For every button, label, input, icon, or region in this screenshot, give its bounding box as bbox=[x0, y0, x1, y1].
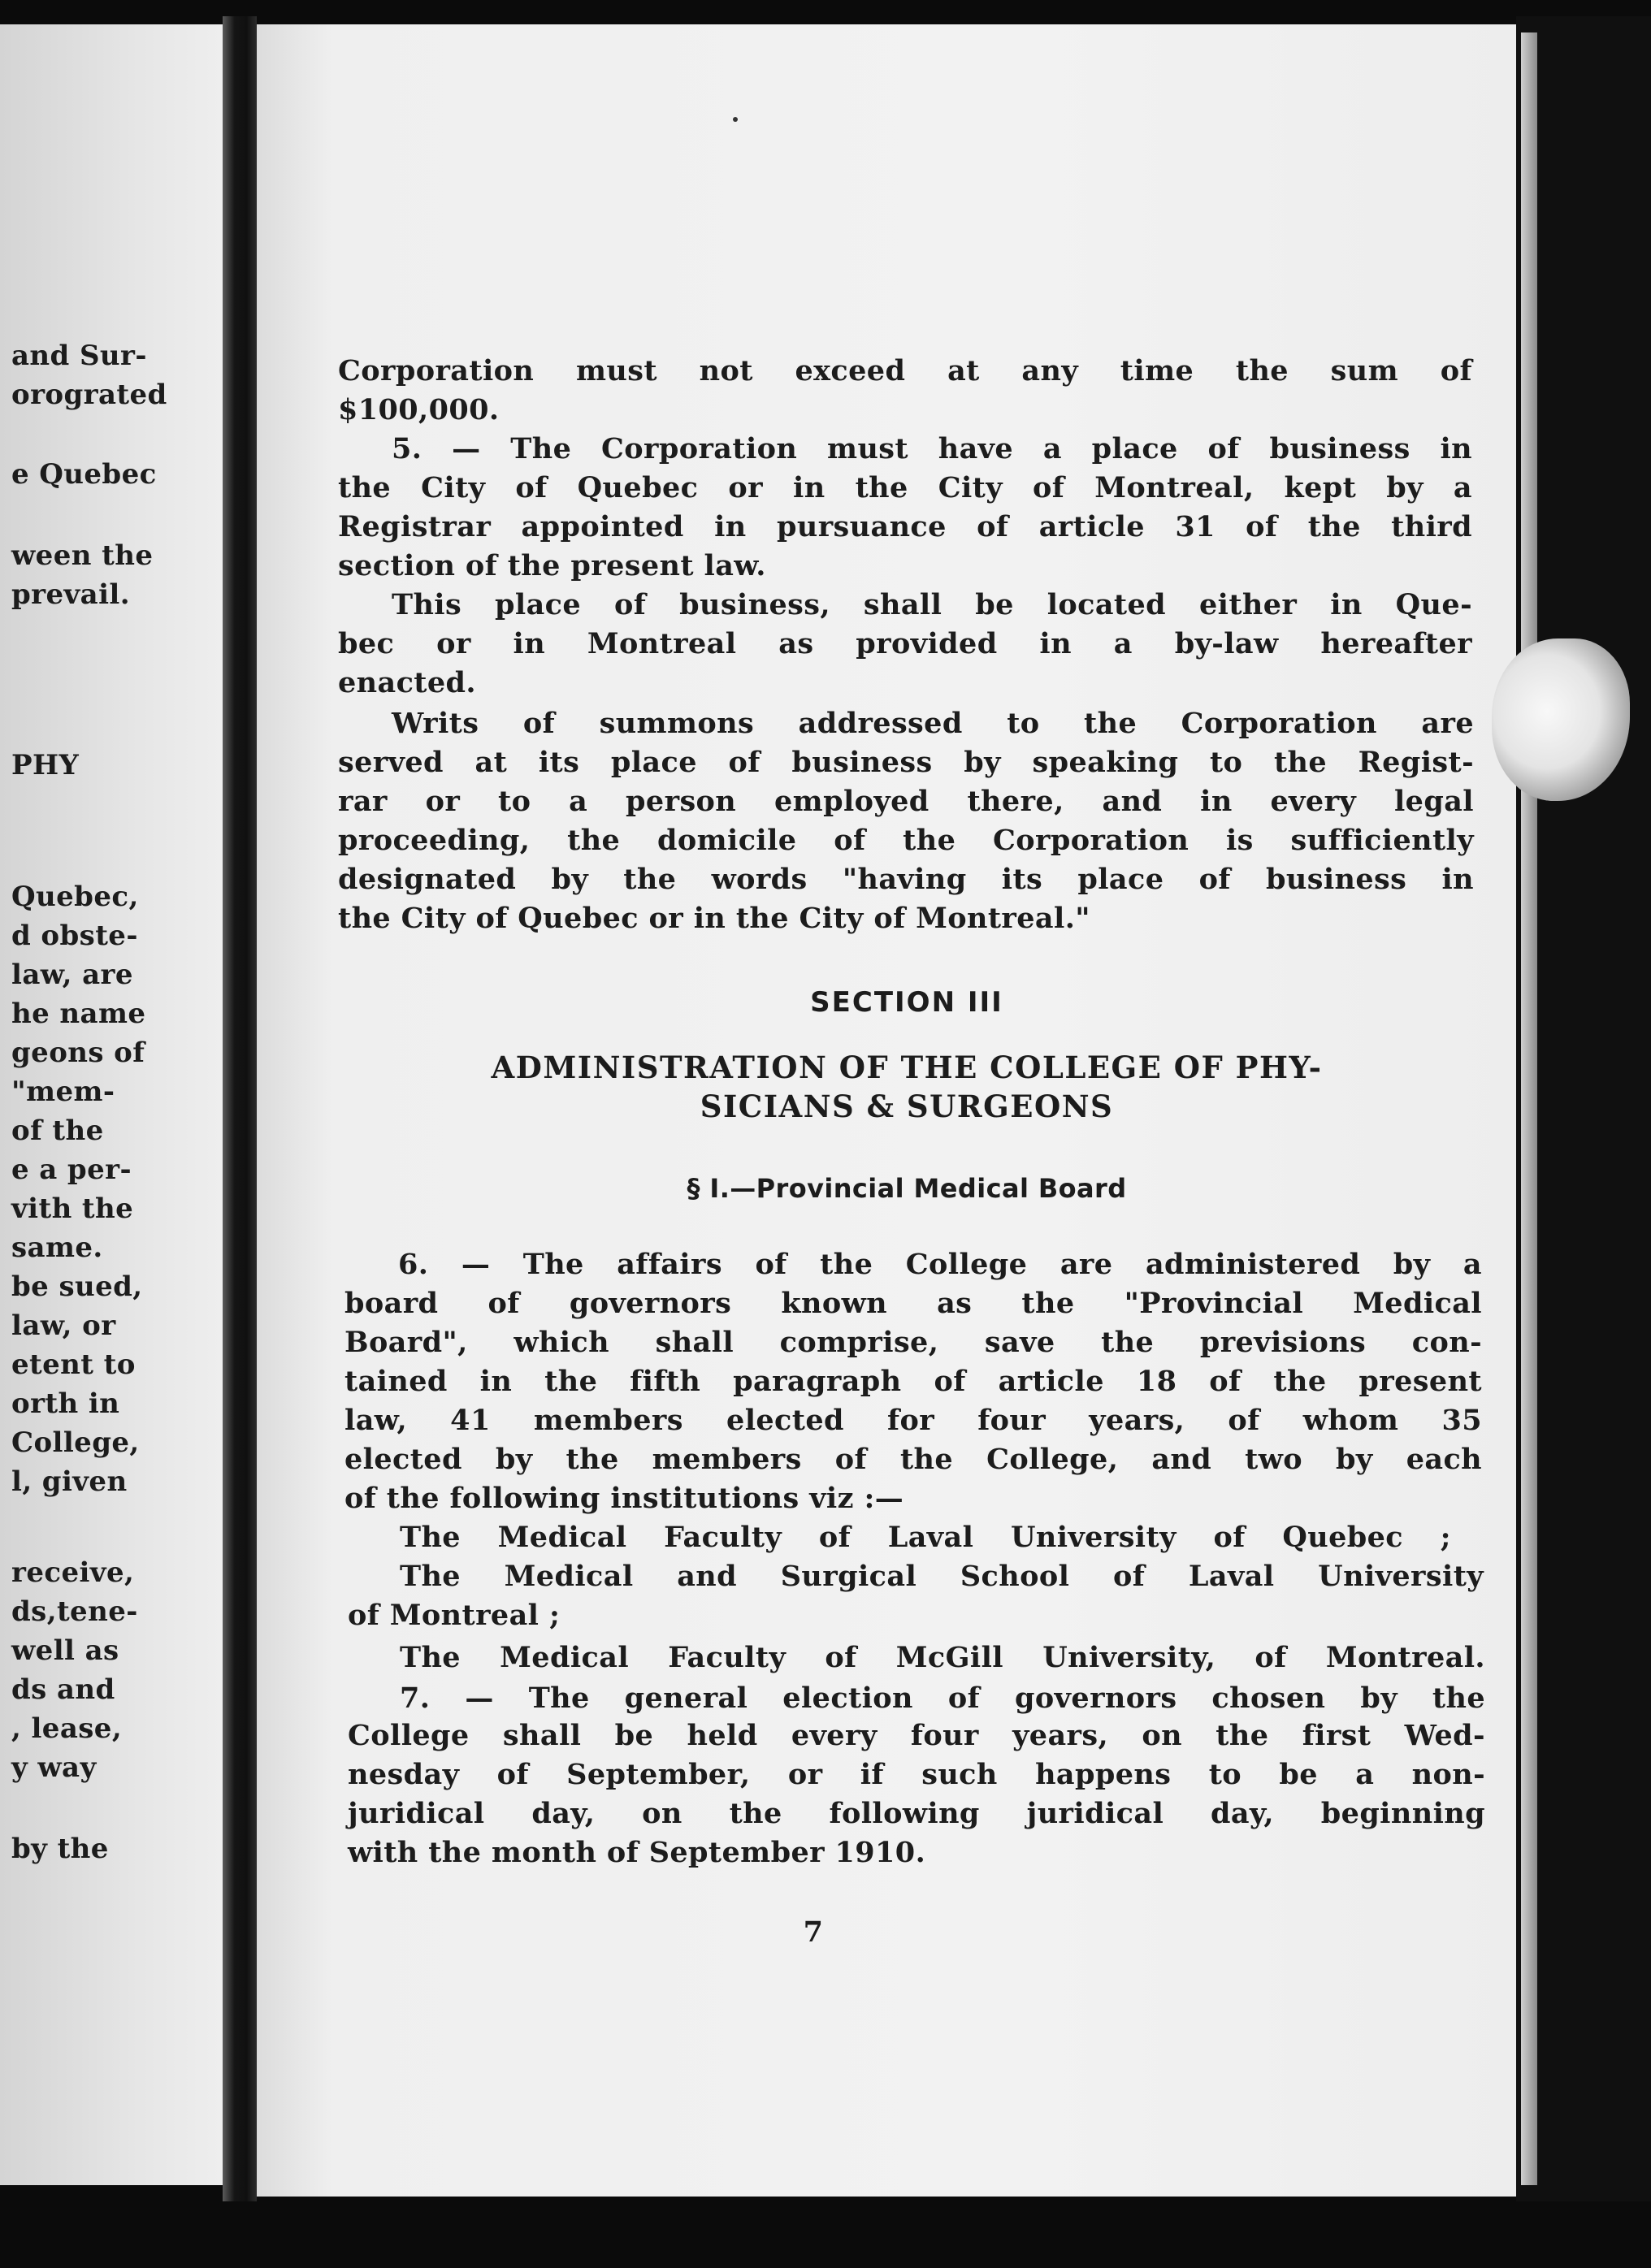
left-text-line: orograted bbox=[11, 379, 167, 411]
left-text-line: geons of bbox=[11, 1037, 145, 1069]
body-text-line: This place of business, shall be located either in Que- bbox=[392, 588, 1472, 621]
left-text-line: l, given bbox=[11, 1465, 128, 1498]
body-text-line: elected by the members of the College, and two by each bbox=[344, 1443, 1482, 1476]
book-gutter bbox=[223, 16, 257, 2201]
body-text-line: Corporation must not exceed at any time the sum of bbox=[338, 354, 1472, 387]
body-text-line: bec or in Montreal as provided in a by-law hereafter bbox=[338, 627, 1472, 660]
section-title-line: SICIANS & SURGEONS bbox=[700, 1089, 1114, 1124]
subsection-heading: § I.—Provincial Medical Board bbox=[687, 1173, 1127, 1204]
left-page bbox=[0, 24, 232, 2185]
body-text-line: board of governors known as the "Provincial Medical bbox=[344, 1287, 1482, 1320]
left-text-line: orth in bbox=[11, 1387, 120, 1420]
body-text-line: 6. — The affairs of the College are administered by a bbox=[398, 1248, 1482, 1281]
left-text-line: etent to bbox=[11, 1348, 136, 1381]
section-heading: SECTION III bbox=[810, 986, 1003, 1019]
right-page bbox=[257, 24, 1516, 2197]
left-text-line: ds and bbox=[11, 1673, 115, 1706]
body-text-line: enacted. bbox=[338, 666, 476, 699]
body-text-line: tained in the fifth paragraph of article 18 of the present bbox=[344, 1365, 1482, 1398]
body-text-line: $100,000. bbox=[338, 393, 500, 426]
left-text-line: ds,tene- bbox=[11, 1595, 138, 1628]
institution-line: The Medical and Surgical School of Laval University bbox=[400, 1560, 1484, 1593]
body-text-line: Board", which shall comprise, save the previsions con- bbox=[344, 1326, 1482, 1359]
left-text-line: and Sur- bbox=[11, 340, 147, 372]
left-text-line: well as bbox=[11, 1634, 119, 1667]
page-number: 7 bbox=[803, 1915, 824, 1949]
body-text-line: nesday of September, or if such happens to be a non- bbox=[348, 1758, 1485, 1791]
left-text-line: by the bbox=[11, 1833, 109, 1865]
body-text-line: with the month of September 1910. bbox=[348, 1836, 926, 1869]
left-text-line: "mem- bbox=[11, 1076, 115, 1108]
left-text-line: of the bbox=[11, 1115, 104, 1147]
left-text-line: prevail. bbox=[11, 578, 130, 611]
left-text-line: , lease, bbox=[11, 1712, 123, 1745]
body-text-line: of the following institutions viz :— bbox=[344, 1482, 904, 1515]
body-text-line: the City of Quebec or in the City of Montreal, kept by a bbox=[338, 471, 1472, 504]
book-edge bbox=[1516, 16, 1651, 2201]
left-text-line: receive, bbox=[11, 1556, 135, 1589]
body-text-line: Writs of summons addressed to the Corporation are bbox=[392, 707, 1474, 740]
left-text-line: law, or bbox=[11, 1309, 116, 1342]
left-text-line: ween the bbox=[11, 539, 154, 572]
body-text-line: served at its place of business by speaking to the Regist- bbox=[338, 746, 1474, 779]
left-text-line: vith the bbox=[11, 1192, 134, 1225]
left-text-line: PHY bbox=[11, 749, 80, 781]
body-text-line: 5. — The Corporation must have a place of business in bbox=[392, 432, 1472, 465]
body-text-line: 7. — The general election of governors chosen by the bbox=[400, 1682, 1485, 1715]
institution-line: of Montreal ; bbox=[348, 1599, 561, 1632]
left-text-line: e Quebec bbox=[11, 458, 157, 491]
left-text-line: same. bbox=[11, 1231, 103, 1264]
left-text-line: d obste- bbox=[11, 920, 138, 952]
institution-line: The Medical Faculty of McGill University, of Montreal. bbox=[400, 1641, 1485, 1674]
body-text-line: rar or to a person employed there, and in every legal bbox=[338, 785, 1474, 818]
body-text-line: College shall be held every four years, on the first Wed- bbox=[348, 1719, 1485, 1752]
left-text-line: College, bbox=[11, 1426, 140, 1459]
body-text-line: juridical day, on the following juridical day, beginning bbox=[348, 1797, 1485, 1830]
body-text-line: proceeding, the domicile of the Corporation is sufficiently bbox=[338, 824, 1474, 857]
left-text-line: y way bbox=[11, 1751, 97, 1784]
left-text-line: e a per- bbox=[11, 1153, 132, 1186]
section-title-line: ADMINISTRATION OF THE COLLEGE OF PHY- bbox=[491, 1050, 1323, 1085]
body-text-line: the City of Quebec or in the City of Montreal." bbox=[338, 902, 1090, 935]
left-text-line: Quebec, bbox=[11, 881, 139, 913]
left-text-line: be sued, bbox=[11, 1270, 143, 1303]
ink-speck bbox=[733, 117, 738, 122]
left-text-line: he name bbox=[11, 998, 146, 1030]
body-text-line: Registrar appointed in pursuance of article 31 of the third bbox=[338, 510, 1472, 543]
left-text-line: law, are bbox=[11, 959, 133, 991]
body-text-line: section of the present law. bbox=[338, 549, 766, 582]
body-text-line: designated by the words "having its place of business in bbox=[338, 863, 1474, 896]
institution-line: The Medical Faculty of Laval University of Quebec ; bbox=[400, 1521, 1451, 1554]
body-text-line: law, 41 members elected for four years, of whom 35 bbox=[344, 1404, 1482, 1437]
